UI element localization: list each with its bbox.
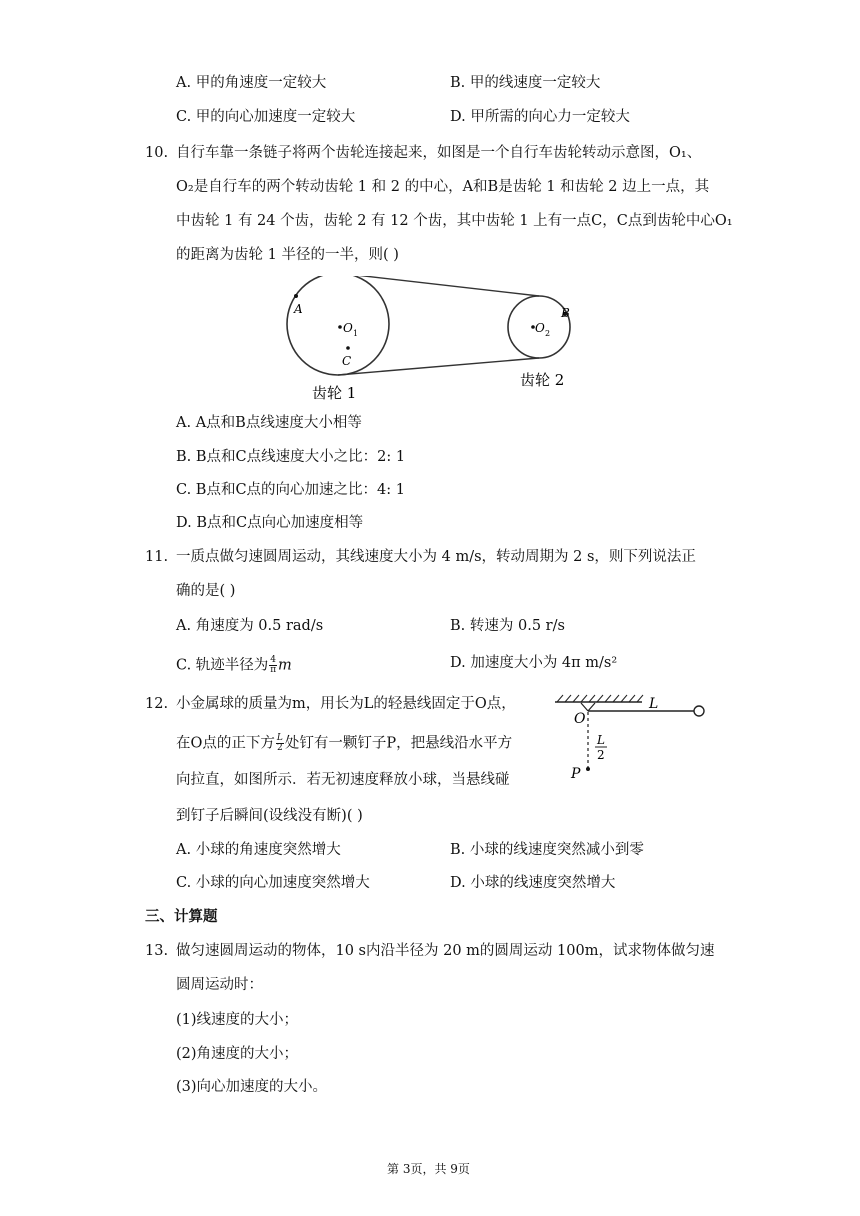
support-left — [581, 703, 588, 711]
label-o2: O — [535, 321, 545, 335]
q11-number: 11. — [145, 549, 169, 565]
q12-stem-line3: 向拉直，如图所示．若无初速度释放小球，当悬线碰 — [176, 772, 510, 788]
q11-option-b: B. 转速为 0.5 r/s — [450, 618, 565, 634]
q13-stem-line2: 圆周运动时： — [176, 977, 263, 993]
q11-option-c-prefix: C. 轨迹半径为 — [176, 657, 269, 674]
q10-number: 10. — [145, 145, 169, 161]
q10-stem-line3: 中齿轮 1 有 24 个齿，齿轮 2 有 12 个齿，其中齿轮 1 上有一点C，C点到齿轮中心O₁ — [176, 213, 733, 229]
label-o1: O — [343, 321, 353, 335]
q12-number: 12. — [145, 696, 169, 712]
q11-option-c — [176, 656, 292, 675]
fraction-numerator: L — [276, 733, 283, 743]
chain-top — [338, 276, 539, 296]
point-c-dot — [346, 346, 350, 350]
q9-option-d: D. 甲所需的向心力一定较大 — [450, 109, 630, 125]
label-b: B — [561, 306, 570, 320]
gear2-caption: 齿轮 2 — [520, 371, 565, 389]
gear1-caption: 齿轮 1 — [312, 384, 357, 402]
label-l: L — [649, 696, 659, 712]
q13-sub1: (1)线速度的大小； — [176, 1012, 299, 1028]
label-o2-sub: 2 — [545, 329, 551, 338]
q11-stem-line1: 一质点做匀速圆周运动，其线速度大小为 4 m/s，转动周期为 2 s，则下列说法正 — [176, 549, 696, 565]
q10-stem-line2: O₂是自行车的两个转动齿轮 1 和 2 的中心，A和B是齿轮 1 和齿轮 2 边上一点，其 — [176, 179, 710, 195]
q12-option-b: B. 小球的线速度突然减小到零 — [450, 842, 644, 858]
label-half-denominator: 2 — [597, 748, 605, 762]
metal-ball — [694, 706, 704, 716]
q9-option-a: A. 甲的角速度一定较大 — [176, 75, 327, 91]
q10-option-a: A. A点和B点线速度大小相等 — [176, 415, 362, 431]
q9-option-b: B. 甲的线速度一定较大 — [450, 75, 601, 91]
fraction-denominator: π — [270, 665, 277, 675]
q12-stem-line4: 到钉子后瞬间(设线没有断)( ) — [176, 808, 363, 824]
chain-bottom — [338, 358, 539, 375]
fraction-numerator: 4 — [270, 655, 277, 665]
q10-option-b: B. B点和C点线速度大小之比：2: 1 — [176, 449, 406, 465]
nail-p-dot — [586, 767, 590, 771]
q13-sub2: (2)角速度的大小； — [176, 1046, 299, 1062]
label-half-numerator: L — [597, 733, 605, 747]
q12-line2-fraction — [276, 734, 284, 753]
fraction-denominator: 2 — [277, 743, 283, 753]
q12-pendulum-figure — [548, 688, 718, 790]
q12-line2-prefix: 在O点的正下方 — [176, 735, 275, 752]
q9-option-c: C. 甲的向心加速度一定较大 — [176, 109, 356, 125]
label-c: C — [342, 354, 352, 368]
label-o: O — [574, 711, 586, 727]
q11-option-a: A. 角速度为 0.5 rad/s — [176, 618, 324, 634]
gear1-circle — [287, 276, 389, 375]
q11-option-d: D. 加速度大小为 4π m/s² — [450, 655, 618, 671]
q12-stem-line2 — [176, 734, 512, 753]
label-a: A — [294, 302, 303, 316]
q11-option-c-suffix: m — [278, 657, 292, 674]
label-o1-sub: 1 — [353, 329, 359, 338]
q10-gear-figure — [280, 276, 590, 402]
point-a-dot — [294, 294, 298, 298]
q11-option-c-fraction — [269, 656, 277, 675]
ceiling-hatch — [557, 695, 643, 702]
q12-option-a: A. 小球的角速度突然增大 — [176, 842, 341, 858]
q13-sub3: (3)向心加速度的大小。 — [176, 1079, 328, 1095]
support-right — [588, 703, 595, 711]
q12-stem-line1: 小金属球的质量为m，用长为L的轻悬线固定于O点， — [176, 696, 516, 712]
q11-stem-line2: 确的是( ) — [176, 583, 236, 599]
q12-option-c: C. 小球的向心加速度突然增大 — [176, 875, 370, 891]
label-p: P — [571, 766, 581, 782]
section-title: 三、计算题 — [145, 908, 218, 925]
q13-number: 13. — [145, 943, 169, 959]
q10-stem-line4: 的距离为齿轮 1 半径的一半，则( ) — [176, 247, 399, 263]
point-o1-dot — [338, 325, 342, 329]
q13-stem-line1: 做匀速圆周运动的物体，10 s内沿半径为 20 m的圆周运动 100m，试求物体做匀速 — [176, 943, 715, 959]
q12-line2-suffix: 处钉有一颗钉子P，把悬线沿水平方 — [284, 735, 513, 752]
q10-stem-line1: 自行车靠一条链子将两个齿轮连接起来，如图是一个自行车齿轮转动示意图，O₁、 — [176, 145, 702, 161]
page-footer: 第 3页，共 9页 — [387, 1162, 470, 1176]
q10-option-d: D. B点和C点向心加速度相等 — [176, 515, 364, 531]
q12-option-d: D. 小球的线速度突然增大 — [450, 875, 616, 891]
q10-option-c: C. B点和C点的向心加速之比：4: 1 — [176, 482, 405, 498]
